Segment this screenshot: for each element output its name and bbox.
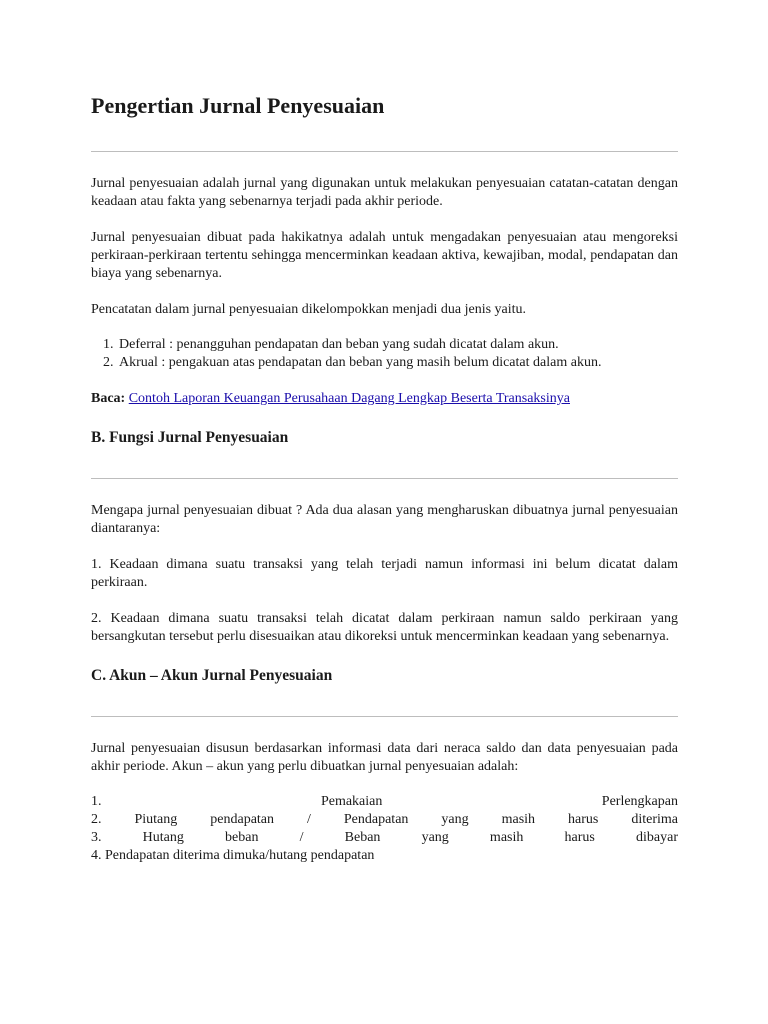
accounts-list <box>91 793 678 865</box>
list-item-akrual: 2. Akrual : pengakuan atas pendapatan dan beban yang masih belum dicatat dalam akun. <box>117 354 678 372</box>
section-c-divider <box>91 716 678 717</box>
section-b-paragraph-1: Mengapa jurnal penyesuaian dibuat ? Ada dua alasan yang mengharuskan dibuatnya jurnal penyesuaian diantaranya: <box>91 503 678 536</box>
article <box>91 92 678 865</box>
section-c-heading: C. Akun – Akun Jurnal Penyesuaian <box>91 667 333 684</box>
page-title: Pengertian Jurnal Penyesuaian <box>91 93 385 118</box>
section-b-paragraph-2: 1. Keadaan dimana suatu transaksi yang telah terjadi namun informasi ini belum dicatat dalam perkiraan. <box>91 557 678 590</box>
account-item-1: 1. Pemakaian Perlengkapan <box>91 794 678 809</box>
intro-paragraph-1: Jurnal penyesuaian adalah jurnal yang digunakan untuk melakukan penyesuaian catatan-catatan dengan keadaan atau fakta yang sebenarnya terjadi pada akhir periode. <box>91 176 678 209</box>
journal-types-list <box>91 336 678 372</box>
section-b-divider <box>91 478 678 479</box>
account-item-4: 4. Pendapatan diterima dimuka/hutang pendapatan <box>91 848 375 863</box>
section-b-paragraph-3: 2. Keadaan dimana suatu transaksi telah dicatat dalam perkiraan namun saldo perkiraan yang bersangkutan tersebut perlu disesuaikan atau dikoreksi untuk mencerminkan keadaan yang sebenarnya. <box>91 611 678 644</box>
section-c-paragraph: Jurnal penyesuaian disusun berdasarkan informasi data dari neraca saldo dan data penyesuaian pada akhir periode. Akun – akun yang perlu dibuatkan jurnal penyesuaian adalah: <box>91 741 678 774</box>
baca-link[interactable]: Contoh Laporan Keuangan Perusahaan Dagang Lengkap Beserta Transaksinya <box>128 391 570 406</box>
list-item-deferral: 1. Deferral : penangguhan pendapatan dan beban yang sudah dicatat dalam akun. <box>117 336 678 354</box>
intro-paragraph-3: Pencatatan dalam jurnal penyesuaian dikelompokkan menjadi dua jenis yaitu. <box>91 302 527 317</box>
title-divider <box>91 151 678 152</box>
baca-label: Baca: <box>91 391 126 406</box>
account-item-3: 3. Hutang beban / Beban yang masih harus dibayar <box>91 830 678 845</box>
account-item-2: 2. Piutang pendapatan / Pendapatan yang masih harus diterima <box>91 812 678 827</box>
section-b-heading: B. Fungsi Jurnal Penyesuaian <box>91 429 289 446</box>
intro-paragraph-2: Jurnal penyesuaian dibuat pada hakikatnya adalah untuk mengadakan penyesuaian atau mengoreksi perkiraan-perkiraan tertentu sehingga mencerminkan keadaan aktiva, kewajiban, modal, pendapatan dan biaya yang sebenarnya. <box>91 230 678 281</box>
baca-line <box>91 390 678 408</box>
